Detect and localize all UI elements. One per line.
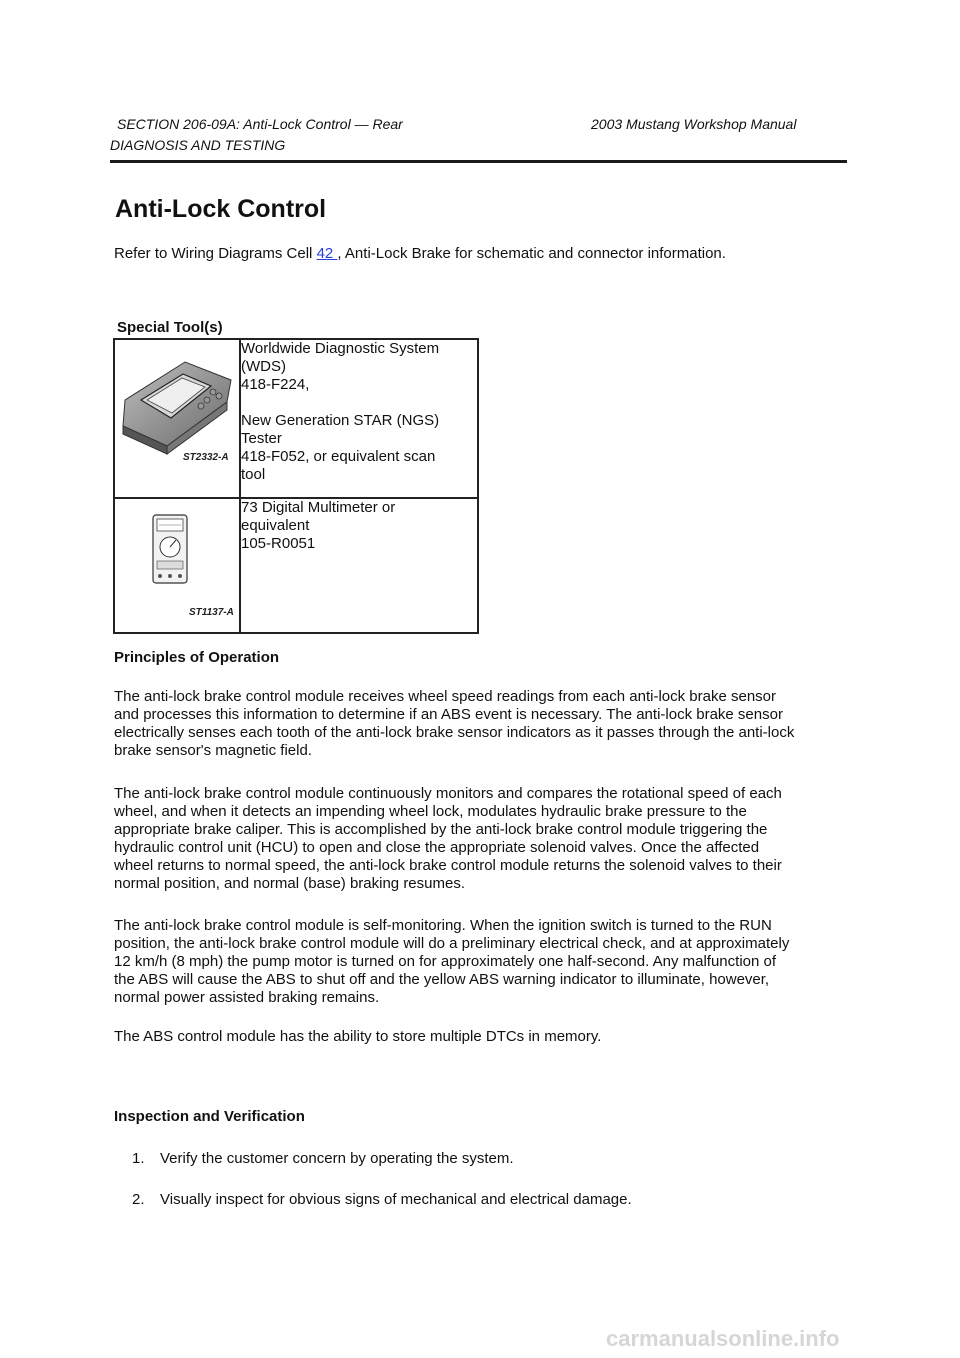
tool-row xyxy=(114,339,478,498)
paragraph-line: The ABS control module has the ability to store multiple DTCs in memory. xyxy=(114,1028,602,1045)
intro-paragraph xyxy=(114,245,726,262)
step-text: Verify the customer concern by operating the system. xyxy=(160,1150,514,1167)
intro-text-after: , Anti-Lock Brake for schematic and connector information. xyxy=(337,245,726,262)
tool-image-code: ST2332-A xyxy=(183,452,229,463)
tool-image-cell xyxy=(114,339,240,498)
header-divider xyxy=(110,160,847,163)
tool-desc-line: New Generation STAR (NGS) xyxy=(241,412,440,429)
principles-heading: Principles of Operation xyxy=(114,649,280,666)
intro-text-before: Refer to Wiring Diagrams Cell xyxy=(114,245,317,262)
paragraph-line: electrically senses each tooth of the anti-lock brake sensor indicators as it passes through the anti-lock xyxy=(114,724,795,741)
tool-desc-line: Worldwide Diagnostic System xyxy=(241,340,440,357)
tool-desc-line: Tester xyxy=(241,430,282,447)
special-tools-heading: Special Tool(s) xyxy=(117,319,223,336)
header-manual-title: 2003 Mustang Workshop Manual xyxy=(591,116,797,132)
watermark: carmanualsonline.info xyxy=(606,1326,840,1351)
header-section: SECTION 206-09A: Anti-Lock Control — Rear xyxy=(117,116,403,132)
paragraph-line: The anti-lock brake control module is self-monitoring. When the ignition switch is turned to the RUN xyxy=(114,917,772,934)
principles-paragraph xyxy=(114,785,849,893)
paragraph-line: wheel returns to normal speed, the anti-lock brake control module returns the solenoid valves to their xyxy=(114,857,782,874)
paragraph-line: position, the anti-lock brake control module will do a preliminary electrical check, and at approximately xyxy=(114,935,790,952)
paragraph-line: hydraulic control unit (HCU) to open and close the appropriate solenoid valves. Once the affected xyxy=(114,839,760,856)
tool-desc-line: 73 Digital Multimeter or xyxy=(241,499,396,516)
tool-desc-line: 418-F052, or equivalent scan xyxy=(241,448,436,465)
step-number: 2. xyxy=(132,1191,145,1208)
principles-paragraph xyxy=(114,688,849,760)
special-tools-table xyxy=(113,338,479,634)
principles-paragraph xyxy=(114,917,849,1007)
header-subsection: DIAGNOSIS AND TESTING xyxy=(110,137,286,153)
scan-tool-illustration xyxy=(115,340,239,492)
tool-description-cell xyxy=(240,498,478,633)
paragraph-line: wheel, and when it detects an impending wheel lock, modulates hydraulic brake pressure to the xyxy=(114,803,747,820)
paragraph-line: normal power assisted braking remains. xyxy=(114,989,380,1006)
paragraph-line: the ABS will cause the ABS to shut off and the yellow ABS warning indicator to illuminate, however, xyxy=(114,971,770,988)
tool-desc-line: (WDS) xyxy=(241,358,286,375)
tool-image-code: ST1137-A xyxy=(189,607,234,618)
tool-row xyxy=(114,498,478,633)
wiring-cell-link[interactable]: 42 xyxy=(316,245,338,262)
tool-description-cell xyxy=(240,339,478,498)
tool-desc-line: 418-F224, xyxy=(241,376,310,393)
tool-desc-line: 105-R0051 xyxy=(241,535,316,552)
paragraph-line: 12 km/h (8 mph) the pump motor is turned on for approximately one half-second. Any malfunction of xyxy=(114,953,777,970)
paragraph-line: The anti-lock brake control module receives wheel speed readings from each anti-lock brake sensor xyxy=(114,688,776,705)
paragraph-line: appropriate brake caliper. This is accomplished by the anti-lock brake control module triggering the xyxy=(114,821,768,838)
tool-desc-line: tool xyxy=(241,466,266,483)
inspection-heading: Inspection and Verification xyxy=(114,1108,305,1125)
tool-image-cell xyxy=(114,498,240,633)
inspection-step xyxy=(132,1150,514,1167)
step-text: Visually inspect for obvious signs of mechanical and electrical damage. xyxy=(160,1191,632,1208)
paragraph-line: and processes this information to determine if an ABS event is necessary. The anti-lock brake sensor xyxy=(114,706,783,723)
paragraph-line: normal position, and normal (base) braking resumes. xyxy=(114,875,465,892)
tool-desc-line: equivalent xyxy=(241,517,310,534)
step-number: 1. xyxy=(132,1150,145,1167)
paragraph-line: The anti-lock brake control module continuously monitors and compares the rotational speed of each xyxy=(114,785,782,802)
inspection-step xyxy=(132,1191,632,1208)
page-title: Anti-Lock Control xyxy=(115,195,327,223)
principles-paragraph xyxy=(114,1028,849,1046)
paragraph-line: brake sensor's magnetic field. xyxy=(114,742,312,759)
